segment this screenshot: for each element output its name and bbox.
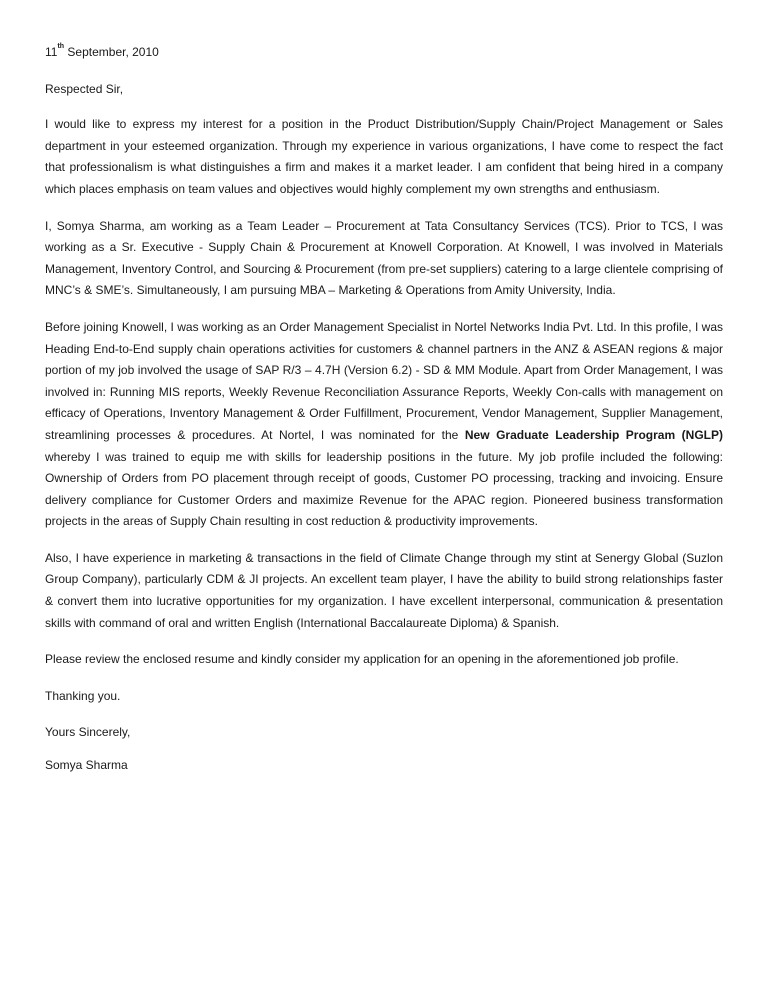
thanks-line: Thanking you. — [45, 688, 121, 703]
signature-name: Somya Sharma — [45, 758, 128, 773]
paragraph3-after: whereby I was trained to equip me with skills for leadership positions in the future. My job profile included the following: Ownership of Orders from PO placement through receipt of goods, Customer PO processing, tracking and invoicing. Ensure delivery compliance for Customer Orders and maximize Revenue for the APAC region. Pioneered business transformation projects in the areas of Supply Chain resulting in cost reduction & productivity improvements. — [45, 449, 723, 529]
paragraph3-before: Before joining Knowell, I was working as an Order Management Specialist in Nortel Networks India Pvt. Ltd. In this profile, I was Heading End-to-End supply chain operations activities for customers & channel partners in the ANZ & ASEAN regions & major portion of my job involved the usage of SAP R/3 – 4.7H (Version 6.2) - SD & MM Module. Apart from Order Management, I was involved in: Running MIS reports, Weekly Revenue Reconciliation Assurance Reports, Weekly Con-calls with management on efficacy of Operations, Inventory Management & Order Fulfillment, Procurement, Vendor Management, Supplier Management, streamlining processes & procedures. At Nortel, I was nominated for the — [45, 319, 723, 442]
date-day: 11 — [45, 45, 58, 59]
nglp-program-name: New Graduate Leadership Program (NGLP) — [464, 427, 723, 442]
paragraph-skills: Also, I have experience in marketing & transactions in the field of Climate Change through my stint at Senergy Global (Suzlon Group Company), particularly CDM & JI projects. An excellent team player, I have the ability to build strong relationships faster & convert them into lucrative opportunities for my organization. I have excellent interpersonal, communication & presentation skills with command of oral and written English (International Baccalaureate Diploma) & Spanish. — [45, 550, 723, 630]
letter-date — [45, 42, 723, 64]
paragraph-nortel-experience — [45, 317, 723, 533]
date-rest: September, 2010 — [64, 45, 159, 59]
date-suffix: th — [57, 43, 65, 50]
paragraph-current-role: I, Somya Sharma, am working as a Team Leader – Procurement at Tata Consultancy Services (TCS). Prior to TCS, I was working as a Sr. Executive - Supply Chain & Procurement at Knowell Corporation. At Knowell, I was involved in Materials Management, Inventory Control, and Sourcing & Procurement (from pre-set suppliers) catering to a large clientele comprising of MNC’s & SME’s. Simultaneously, I am pursuing MBA – Marketing & Operations from Amity University, India. — [45, 218, 723, 298]
closing-line: Yours Sincerely, — [45, 725, 131, 740]
paragraph-interest: I would like to express my interest for a position in the Product Distribution/Supply Chain/Project Management or Sales department in your esteemed organization. Through my experience in various organizations, I have come to respect the fact that professionalism is what distinguishes a firm and makes it a market leader. I am confident that being hired in a company which places emphasis on team values and objectives would highly complement my own strengths and enthusiasm. — [45, 117, 723, 196]
paragraph-request: Please review the enclosed resume and kindly consider my application for an opening in the aforementioned job profile. — [45, 652, 679, 667]
salutation: Respected Sir, — [45, 81, 124, 96]
